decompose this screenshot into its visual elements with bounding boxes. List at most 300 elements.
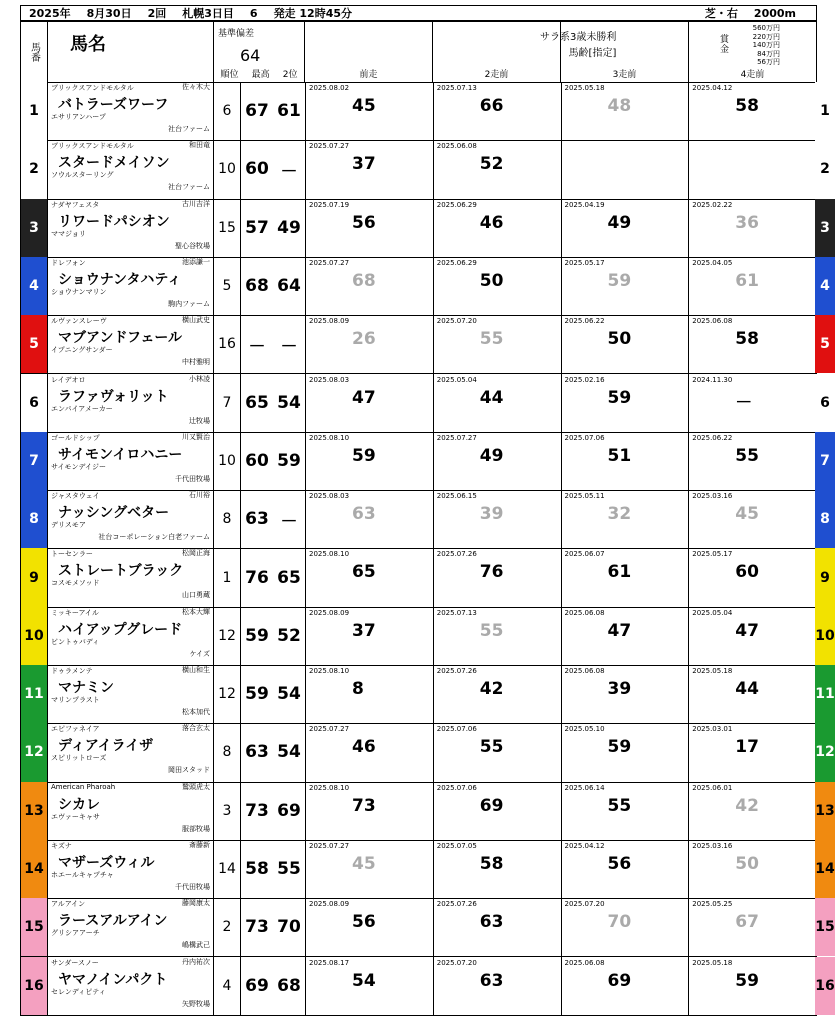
past-index: 50 <box>735 853 759 874</box>
past-date: 2025.07.27 <box>309 142 350 151</box>
post-time: 発走 12時45分 <box>273 7 353 20</box>
rank: 12 <box>213 607 240 665</box>
past-date: 2025.08.03 <box>309 492 350 501</box>
past-race-3 <box>562 840 690 898</box>
past-date: 2025.07.19 <box>309 200 350 209</box>
rank: 3 <box>213 782 240 840</box>
index-values <box>240 723 305 781</box>
best-index: 59 <box>245 684 269 705</box>
past-races <box>305 257 816 315</box>
column-header <box>20 21 817 83</box>
rank: 4 <box>213 957 240 1015</box>
index-values <box>240 199 305 257</box>
past-race-3 <box>562 782 690 840</box>
past-race-2 <box>434 374 562 432</box>
dam: ショウナンマリン <box>51 287 107 296</box>
past-race-2 <box>434 840 562 898</box>
horse-number: 10 <box>21 607 47 665</box>
past-date: 2025.06.08 <box>692 317 733 326</box>
past-index: 65 <box>352 562 376 583</box>
past-date: 2025.08.09 <box>309 900 350 909</box>
rank: 10 <box>213 140 240 198</box>
horse-name: ラースアルアイン <box>58 913 168 930</box>
past-date: 2024.11.30 <box>692 375 733 384</box>
past-races <box>305 665 816 723</box>
rank: 16 <box>213 315 240 373</box>
horse-info <box>47 257 213 315</box>
horse-name: ショウナンタハティ <box>58 271 182 288</box>
second-index: 55 <box>277 859 301 880</box>
horse-number: 2 <box>21 140 47 198</box>
past-label-1: 前走 <box>305 22 433 82</box>
sire: ゴールドシップ <box>51 433 100 442</box>
past-index: 8 <box>352 679 364 699</box>
dam: エンパイアメーカー <box>51 404 113 413</box>
past-race-4 <box>689 840 816 898</box>
horse-row <box>20 257 817 316</box>
sire: American Pharoah <box>51 782 116 791</box>
past-race-2 <box>434 898 562 956</box>
horse-info <box>47 898 213 956</box>
past-index: 44 <box>479 387 504 408</box>
past-index: 45 <box>352 853 376 874</box>
past-date: 2025.06.22 <box>692 433 733 442</box>
dam: マリンプラスト <box>51 696 100 704</box>
jockey: 斎藤新 <box>189 840 210 849</box>
index-values <box>240 374 305 432</box>
dam: エヴァーキャサ <box>51 812 100 821</box>
horse-info <box>47 82 213 140</box>
dam: コスモメソッド <box>51 579 100 588</box>
past-date: 2025.07.05 <box>436 841 477 850</box>
horse-number-right: 11 <box>815 665 835 723</box>
past-races <box>305 898 816 956</box>
past-date: 2025.06.29 <box>436 258 477 267</box>
jockey: 小林凌 <box>189 374 210 383</box>
past-date: 2025.06.14 <box>564 783 605 792</box>
horse-number: 1 <box>21 82 47 140</box>
past-race-2 <box>434 82 562 140</box>
past-date: 2025.06.22 <box>564 317 605 326</box>
horse-name: マナミン <box>58 680 114 696</box>
horse-name: ヤマノインパクト <box>58 971 168 988</box>
past-index: 39 <box>479 504 504 525</box>
jockey: 横山武史 <box>182 316 210 325</box>
past-date: 2025.05.10 <box>564 725 605 734</box>
horse-name: マザーズウィル <box>58 854 155 871</box>
index-values <box>240 140 305 198</box>
past-index: 49 <box>479 445 504 466</box>
past-date: 2025.05.18 <box>564 84 605 92</box>
second-index: 59 <box>277 450 301 471</box>
past-date: 2025.05.04 <box>692 608 733 617</box>
past-date: 2025.02.22 <box>692 200 733 209</box>
past-races <box>305 723 816 781</box>
index-values <box>240 432 305 490</box>
dam: イプニングサンダー <box>51 346 113 355</box>
jockey: 丹内祐次 <box>182 957 210 966</box>
past-index: 47 <box>735 620 759 641</box>
past-index: 58 <box>735 96 759 116</box>
breeder: 社台ファーム <box>168 183 210 192</box>
past-race-1 <box>306 607 434 665</box>
horse-row <box>20 82 817 141</box>
second-index: 54 <box>277 742 301 763</box>
past-index: 63 <box>479 970 504 991</box>
past-date: 2025.06.08 <box>564 958 605 967</box>
sire: キズナ <box>51 841 72 850</box>
second-index: 49 <box>277 217 301 238</box>
past-date: 2025.07.13 <box>436 84 477 92</box>
horse-name: リワードパシオン <box>58 213 170 230</box>
past-index: 45 <box>352 96 376 116</box>
past-date: 2025.08.10 <box>309 433 350 442</box>
horse-number: 16 <box>21 957 47 1015</box>
past-index: 54 <box>352 970 376 991</box>
past-index: 50 <box>479 270 504 291</box>
best-index: 76 <box>245 567 269 588</box>
horse-number: 9 <box>21 548 47 606</box>
past-race-2 <box>434 257 562 315</box>
past-race-1 <box>306 257 434 315</box>
rank: 12 <box>213 665 240 723</box>
horse-row <box>20 432 817 491</box>
past-race-4 <box>689 199 816 257</box>
race-title: サラ系3歳未勝利 <box>540 32 617 43</box>
dam: ホエールキャプチャ <box>51 870 114 879</box>
past-race-4 <box>689 490 816 548</box>
past-index: 47 <box>352 387 376 408</box>
second-index: 54 <box>277 392 301 413</box>
sire: ドレフォン <box>51 258 86 267</box>
past-race-4 <box>689 782 816 840</box>
past-race-1 <box>306 665 434 723</box>
second-label: 2位 <box>282 70 298 80</box>
horse-number-right: 16 <box>815 957 835 1015</box>
horse-row <box>20 199 817 258</box>
past-race-3 <box>562 548 690 606</box>
past-race-2 <box>434 957 562 1015</box>
past-date: 2025.07.26 <box>436 550 477 559</box>
horse-number: 3 <box>21 199 47 257</box>
race-header <box>20 5 817 21</box>
jockey: 落合玄太 <box>182 724 210 733</box>
breeder: 辻牧場 <box>189 416 210 425</box>
past-race-3 <box>562 957 690 1015</box>
distance: 2000m <box>753 6 796 20</box>
past-index: 55 <box>479 620 504 641</box>
past-race-3 <box>562 490 690 548</box>
horse-name: ナッシングベター <box>58 505 170 522</box>
past-index: 56 <box>607 853 632 874</box>
past-date: 2025.06.08 <box>564 608 605 617</box>
best-index: 68 <box>245 276 269 297</box>
dam: ビントゥバディ <box>51 637 100 646</box>
past-date: 2025.05.17 <box>564 258 605 267</box>
horse-name: シカレ <box>58 796 100 813</box>
horse-number-right: 8 <box>815 490 835 548</box>
past-race-4 <box>689 82 816 140</box>
past-date: 2025.03.16 <box>692 841 733 850</box>
past-date: 2025.07.27 <box>309 841 350 850</box>
sire: ドゥラメンテ <box>51 667 93 675</box>
past-race-2 <box>434 199 562 257</box>
jockey: 松岡正海 <box>182 549 210 558</box>
dam: デリスモア <box>51 521 86 530</box>
jockey: 鷲頭虎太 <box>182 782 210 791</box>
past-race-1 <box>306 490 434 548</box>
past-races <box>305 782 816 840</box>
past-race-2 <box>434 432 562 490</box>
horse-number: 13 <box>21 782 47 840</box>
past-date: 2025.07.06 <box>436 783 477 792</box>
past-index: 55 <box>607 795 632 816</box>
horse-row <box>20 782 817 841</box>
best-index: 67 <box>245 101 269 122</box>
jockey: 横山和生 <box>182 666 210 674</box>
horse-info <box>47 315 213 373</box>
jockey: 松本大輝 <box>182 607 210 616</box>
horse-info <box>47 782 213 840</box>
sire: エピファネイア <box>51 725 100 734</box>
horse-number-right: 1 <box>815 82 835 140</box>
horse-row <box>20 840 817 899</box>
past-date: 2025.08.10 <box>309 783 350 792</box>
past-index: 69 <box>607 970 632 991</box>
past-date: 2025.05.25 <box>692 900 733 909</box>
rank: 2 <box>213 898 240 956</box>
past-race-1 <box>306 374 434 432</box>
past-race-2 <box>434 665 562 723</box>
past-index: 46 <box>352 737 376 758</box>
past-date: 2025.08.09 <box>309 317 350 326</box>
past-index: 36 <box>735 212 759 233</box>
past-race-1 <box>306 723 434 781</box>
breeder: 千代田牧場 <box>175 882 210 891</box>
past-race-2 <box>434 548 562 606</box>
rank: 1 <box>213 548 240 606</box>
best-index: 63 <box>245 742 269 763</box>
best-index: 60 <box>245 450 269 471</box>
index-values <box>240 840 305 898</box>
breeder: 山口勇蔵 <box>182 591 210 600</box>
past-date: 2025.05.18 <box>692 958 733 967</box>
past-race-3 <box>562 374 690 432</box>
breeder: 駒内ファーム <box>168 299 210 308</box>
jockey: 石川裕 <box>189 491 210 500</box>
horse-info <box>47 374 213 432</box>
horse-number-right: 5 <box>815 315 835 373</box>
past-race-2 <box>434 607 562 665</box>
past-date: 2025.07.20 <box>564 900 605 909</box>
breeder: ケイズ <box>189 649 210 658</box>
best-index: 69 <box>245 975 269 996</box>
past-race-4 <box>689 374 816 432</box>
horse-number: 11 <box>21 665 47 723</box>
best-index: 57 <box>245 217 269 238</box>
past-index: 58 <box>735 329 759 350</box>
sire: ミッキーアイル <box>51 608 99 617</box>
horse-name: サイモンイロハニー <box>58 446 183 463</box>
horse-name: バトラーズワーフ <box>58 97 169 113</box>
past-races <box>305 840 816 898</box>
venue-day: 札幌3日目 <box>182 7 234 20</box>
past-index: 50 <box>607 329 632 350</box>
past-index: 42 <box>479 679 504 699</box>
dam: エサリアンハープ <box>51 113 106 121</box>
second-index: 70 <box>277 917 301 938</box>
past-index: 76 <box>479 562 504 583</box>
year: 2025年 <box>29 7 71 20</box>
past-races <box>305 548 816 606</box>
horse-number-right: 3 <box>815 199 835 257</box>
past-date: 2025.05.17 <box>692 550 733 559</box>
past-race-4 <box>689 257 816 315</box>
rank-label: 順位 <box>220 70 239 80</box>
second-index: － <box>280 511 298 532</box>
umaban-label: 馬番 <box>21 22 48 82</box>
past-race-3 <box>562 723 690 781</box>
past-index: 59 <box>352 445 376 466</box>
breeder: 千代田牧場 <box>175 474 210 483</box>
sire: アルアイン <box>51 900 86 909</box>
horse-name: スタードメイソン <box>58 155 170 172</box>
prize-list: 560万円 220万円 140万円 84万円 56万円 <box>752 24 780 66</box>
horse-number-right: 4 <box>815 257 835 315</box>
past-race-2 <box>434 140 562 198</box>
past-races <box>305 957 816 1015</box>
sire: ルヴァンスレーヴ <box>51 317 107 326</box>
course: 芝・右 <box>704 7 738 20</box>
horse-info <box>47 665 213 723</box>
past-index: 37 <box>352 154 376 175</box>
horse-number: 14 <box>21 840 47 898</box>
past-index: 46 <box>479 212 504 233</box>
past-race-1 <box>306 782 434 840</box>
horse-row <box>20 665 817 724</box>
past-date: 2025.03.01 <box>692 725 733 734</box>
past-date: 2025.08.10 <box>309 550 350 559</box>
best-index: 63 <box>245 509 269 530</box>
dam: ママジョリ <box>51 229 86 238</box>
past-index: 63 <box>479 912 504 933</box>
past-race-1 <box>306 140 434 198</box>
horse-name: ストレートブラック <box>58 563 184 580</box>
breeder: 嶋構武己 <box>182 941 210 950</box>
best-index: － <box>248 336 266 357</box>
horse-number: 15 <box>21 898 47 956</box>
horse-name: マブアンドフェール <box>58 330 183 347</box>
past-race-4 <box>689 665 816 723</box>
past-index: 66 <box>479 96 504 116</box>
past-date: 2025.07.27 <box>436 433 477 442</box>
past-index: 59 <box>607 270 632 291</box>
horse-number-right: 6 <box>815 374 835 432</box>
breeder: 聖心谷牧場 <box>175 241 210 250</box>
past-date: 2025.08.17 <box>309 958 350 967</box>
past-race-3 <box>562 898 690 956</box>
index-values <box>240 548 305 606</box>
past-index: 70 <box>607 912 632 933</box>
past-index: 32 <box>607 504 632 525</box>
horse-name: ディアイライザ <box>58 738 154 755</box>
rank: 7 <box>213 374 240 432</box>
horse-info <box>47 957 213 1015</box>
past-index: 68 <box>352 270 376 291</box>
dam: サイモンデイジー <box>51 462 107 471</box>
best-label: 最高 <box>251 70 270 80</box>
past-index: 44 <box>735 679 759 699</box>
dam: ソウルスターリング <box>51 171 114 180</box>
past-index: 60 <box>735 562 759 583</box>
past-race-1 <box>306 432 434 490</box>
breeder: 岡田スタッド <box>168 766 210 775</box>
past-race-3 <box>562 82 690 140</box>
past-races <box>305 490 816 548</box>
past-date: 2025.05.04 <box>436 375 477 384</box>
name-label: 馬名 <box>70 34 106 55</box>
horse-info <box>47 140 213 198</box>
index-values <box>240 665 305 723</box>
rank: 15 <box>213 199 240 257</box>
past-date: 2025.06.08 <box>436 142 477 151</box>
past-index: 56 <box>352 912 376 933</box>
past-race-3 <box>562 257 690 315</box>
past-date: 2025.02.16 <box>564 375 605 384</box>
past-race-3 <box>562 315 690 373</box>
index-values <box>240 898 305 956</box>
past-date: 2025.03.16 <box>692 492 733 501</box>
horse-info <box>47 199 213 257</box>
past-index: 59 <box>607 387 632 408</box>
horse-number: 8 <box>21 490 47 548</box>
horse-row <box>20 898 817 957</box>
past-date: 2025.04.12 <box>564 841 605 850</box>
past-index: 45 <box>735 504 759 525</box>
past-races <box>305 315 816 373</box>
jockey: 佐々木大 <box>182 83 210 91</box>
past-race-4 <box>689 723 816 781</box>
past-race-1 <box>306 548 434 606</box>
past-date: 2025.05.18 <box>692 667 733 675</box>
dam: セレンディピティ <box>51 987 106 996</box>
past-races <box>305 199 816 257</box>
kai: 2回 <box>147 7 167 20</box>
past-races <box>305 607 816 665</box>
past-date: 2025.07.20 <box>436 958 477 967</box>
horse-info <box>47 840 213 898</box>
past-race-2 <box>434 782 562 840</box>
horse-number-right: 9 <box>815 548 835 606</box>
past-date: 2025.08.10 <box>309 667 350 675</box>
past-race-2 <box>434 490 562 548</box>
best-index: 58 <box>245 859 269 880</box>
horse-row <box>20 548 817 607</box>
breeder: 社台ファーム <box>168 125 210 133</box>
breeder: 松本加代 <box>182 708 210 716</box>
horse-number: 5 <box>21 315 47 373</box>
past-race-1 <box>306 898 434 956</box>
rank: 14 <box>213 840 240 898</box>
sire: サンダースノー <box>51 958 99 967</box>
best-index: 73 <box>245 800 269 821</box>
breeder: 服部牧場 <box>182 824 210 833</box>
sire: ジャスタウェイ <box>51 492 100 501</box>
horse-number: 12 <box>21 723 47 781</box>
past-race-4 <box>689 432 816 490</box>
best-index: 73 <box>245 917 269 938</box>
past-index: 52 <box>479 154 504 175</box>
